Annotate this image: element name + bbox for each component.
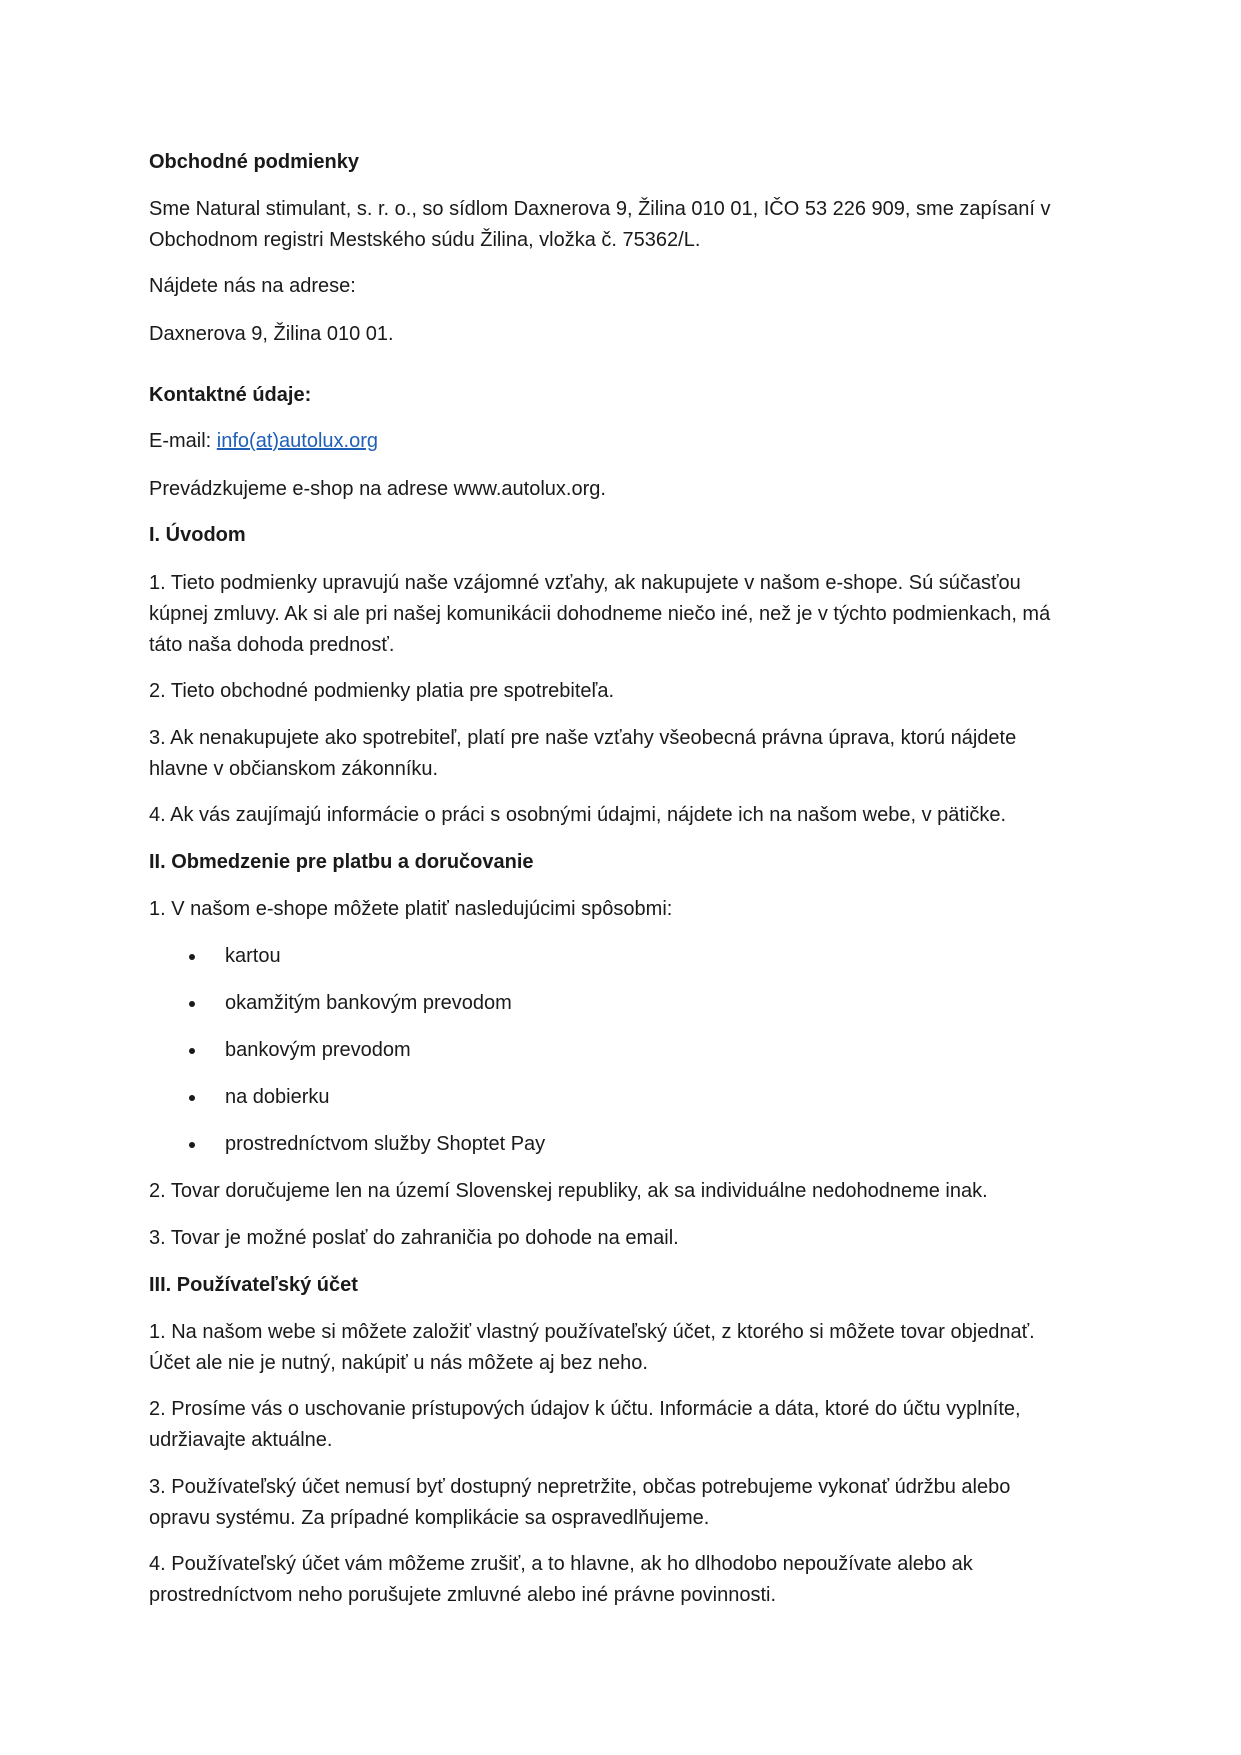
document-title: Obchodné podmienky — [149, 151, 360, 173]
paragraph-line: 1. Na našom webe si môžete založiť vlastný používateľský účet, z ktorého si môžete tovar objednať. — [149, 1321, 1035, 1343]
paragraph-line: hlavne v občianskom zákonníku. — [149, 758, 439, 780]
list-item: na dobierku — [225, 1086, 330, 1108]
bullet-icon — [189, 1095, 195, 1101]
bullet-icon — [189, 1001, 195, 1007]
intro-line: Obchodnom registri Mestského súdu Žilina, vložka č. 75362/L. — [149, 229, 701, 251]
bullet-icon — [189, 1142, 195, 1148]
paragraph-line: opravu systému. Za prípadné komplikácie sa ospravedlňujeme. — [149, 1507, 710, 1529]
section-heading: I. Úvodom — [149, 524, 246, 546]
address-text: Daxnerova 9, Žilina 010 01. — [149, 323, 394, 345]
email-link[interactable]: info(at)autolux.org — [216, 430, 378, 452]
paragraph-line: 3. Používateľský účet nemusí byť dostupný nepretržite, občas potrebujeme vykonať údržbu alebo — [149, 1476, 1011, 1498]
paragraph-line: 4. Používateľský účet vám môžeme zrušiť, a to hlavne, ak ho dlhodobo nepoužívate alebo ak — [149, 1553, 973, 1575]
paragraph-line: 1. Tieto podmienky upravujú naše vzájomné vzťahy, ak nakupujete v našom e-shope. Sú súčasťou — [149, 572, 1021, 594]
list-item: prostredníctvom služby Shoptet Pay — [225, 1133, 546, 1155]
paragraph-line: 3. Tovar je možné poslať do zahraničia po dohode na email. — [149, 1227, 679, 1249]
list-item: okamžitým bankovým prevodom — [225, 992, 512, 1014]
paragraph-line: 4. Ak vás zaujímajú informácie o práci s osobnými údajmi, nájdete ich na našom webe, v pätičke. — [149, 804, 1007, 826]
paragraph-line: 1. V našom e-shope môžete platiť nasledujúcimi spôsobmi: — [149, 898, 673, 920]
list-item: bankovým prevodom — [225, 1039, 411, 1061]
email-label: E-mail: — [149, 430, 217, 452]
eshop-text: Prevádzkujeme e-shop na adrese www.autolux.org. — [149, 478, 606, 500]
paragraph-line: 2. Tieto obchodné podmienky platia pre spotrebiteľa. — [149, 680, 615, 702]
paragraph-line: prostredníctvom neho porušujete zmluvné alebo iné právne povinnosti. — [149, 1584, 777, 1606]
intro-line: Sme Natural stimulant, s. r. o., so sídlom Daxnerova 9, Žilina 010 01, IČO 53 226 909, sme zapísaní v — [149, 198, 1051, 220]
section-heading: III. Používateľský účet — [149, 1274, 358, 1296]
paragraph-line: kúpnej zmluvy. Ak si ale pri našej komunikácii dohodneme niečo iné, než je v týchto podmienkach, má — [149, 603, 1051, 625]
paragraph-line: 2. Prosíme vás o uschovanie prístupových údajov k účtu. Informácie a dáta, ktoré do účtu vyplníte, — [149, 1398, 1021, 1420]
email-line — [149, 427, 378, 455]
bullet-icon — [189, 1048, 195, 1054]
contact-heading: Kontaktné údaje: — [149, 384, 312, 406]
paragraph-line: 3. Ak nenakupujete ako spotrebiteľ, platí pre naše vzťahy všeobecná právna úprava, ktorú nájdete — [149, 727, 1017, 749]
paragraph-line: Účet ale nie je nutný, nakúpiť u nás môžete aj bez neho. — [149, 1352, 648, 1374]
bullet-icon — [189, 954, 195, 960]
paragraph-line: táto naša dohoda prednosť. — [149, 634, 395, 656]
list-item: kartou — [225, 945, 281, 967]
find-us-text: Nájdete nás na adrese: — [149, 275, 356, 297]
section-heading: II. Obmedzenie pre platbu a doručovanie — [149, 851, 534, 873]
paragraph-line: 2. Tovar doručujeme len na území Slovenskej republiky, ak sa individuálne nedohodneme inak. — [149, 1180, 988, 1202]
paragraph-line: udržiavajte aktuálne. — [149, 1429, 333, 1451]
